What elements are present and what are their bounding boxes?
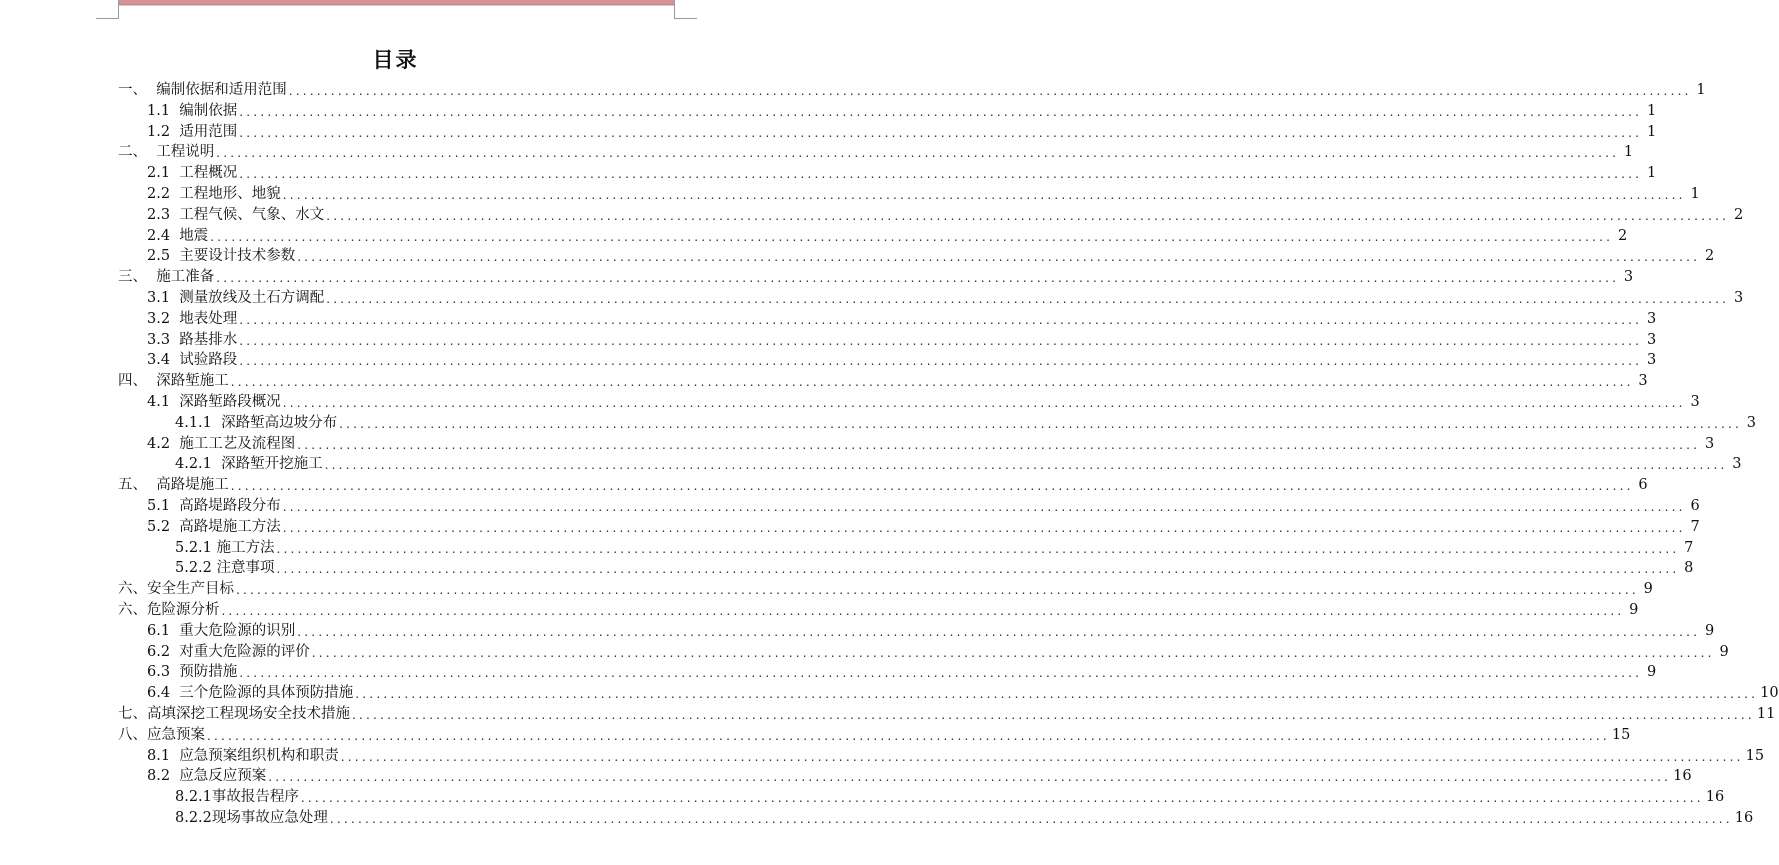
toc-entry[interactable] (147, 392, 1700, 412)
toc-entry-label: 1.1 编制依据 (147, 102, 238, 119)
toc-entry-page-number: 2 (1704, 248, 1715, 265)
toc-entry-page-number: 2 (1733, 206, 1744, 223)
toc-entry[interactable] (147, 246, 1715, 266)
toc-leader-dots: ........................................................................................................................................................................................................ (300, 791, 1704, 806)
toc-leader-dots: ........................................................................................................................................................................................................ (282, 500, 1686, 514)
toc-entry-page-number: 16 (1673, 768, 1692, 785)
toc-leader-dots: ........................................................................................................................................................................................................ (216, 146, 1620, 161)
toc-entry[interactable] (175, 538, 1694, 558)
crop-mark-top-left (96, 0, 119, 19)
toc-leader-dots: ........................................................................................................................................................................................................ (230, 375, 1634, 390)
toc-entry-page-number: 1 (1690, 186, 1700, 202)
toc-leader-dots: ........................................................................................................................................................................................................ (324, 458, 1728, 473)
toc-entry[interactable] (118, 475, 1648, 495)
toc-entry[interactable] (147, 163, 1657, 183)
toc-entry[interactable] (118, 704, 1776, 724)
toc-entry[interactable] (147, 621, 1715, 641)
toc-entry-page-number: 3 (1623, 269, 1634, 286)
header-rule-shadow (118, 4, 674, 6)
toc-entry-label: 8.2.2现场事故应急处理 (175, 810, 328, 826)
toc-entry[interactable] (147, 434, 1715, 454)
toc-entry-page-number: 10 (1760, 685, 1779, 702)
toc-entry-page-number: 3 (1646, 310, 1657, 327)
toc-entry[interactable] (118, 80, 1706, 100)
toc-leader-dots: ........................................................................................................................................................................................................ (216, 271, 1620, 286)
toc-entry-page-number: 1 (1696, 82, 1706, 98)
toc-entry-label: 3.2 地表处理 (147, 310, 238, 327)
toc-entry-page-number: 9 (1646, 664, 1657, 681)
toc-entry-page-number: 1 (1646, 102, 1657, 119)
toc-entry-label: 6.2 对重大危险源的评价 (147, 643, 310, 660)
toc-leader-dots: ........................................................................................................................................................................................................ (282, 188, 1686, 202)
toc-entry-label: 2.2 工程地形、地貌 (147, 186, 281, 202)
toc-leader-dots: ........................................................................................................................................................................................................ (329, 812, 1733, 826)
toc-entry-label: 8.2.1事故报告程序 (175, 789, 299, 806)
toc-entry-page-number: 15 (1745, 747, 1765, 764)
toc-entry-label: 4.2 施工工艺及流程图 (147, 435, 296, 452)
crop-mark-top-right (674, 0, 697, 19)
toc-leader-dots: ........................................................................................................................................................................................................ (210, 229, 1614, 244)
toc-entry-page-number: 8 (1684, 560, 1694, 577)
toc-entry-label: 1.2 适用范围 (147, 123, 238, 140)
toc-leader-dots: ........................................................................................................................................................................................................ (239, 333, 1643, 348)
toc-entry[interactable] (118, 725, 1631, 745)
toc-leader-dots: ........................................................................................................................................................................................................ (297, 250, 1701, 265)
toc-entry-label: 5.1 高路堤路段分布 (147, 498, 281, 514)
toc-entry-page-number: 15 (1611, 726, 1631, 743)
toc-entry[interactable] (147, 330, 1657, 350)
toc-entry-label: 5.2 高路堤施工方法 (147, 518, 281, 535)
toc-leader-dots: ........................................................................................................................................................................................................ (311, 645, 1715, 660)
toc-entry-label: 2.3 工程气候、气象、水文 (147, 206, 325, 223)
toc-entry-label: 一、 编制依据和适用范围 (118, 82, 287, 98)
toc-entry-page-number: 6 (1638, 477, 1648, 494)
toc-entry[interactable] (147, 746, 1765, 766)
toc-leader-dots: ........................................................................................................................................................................................................ (339, 416, 1743, 431)
toc-entry-label: 2.1 工程概况 (147, 165, 238, 182)
toc-leader-dots: ........................................................................................................................................................................................................ (288, 84, 1692, 98)
toc-leader-dots: ........................................................................................................................................................................................................ (355, 687, 1759, 702)
toc-entry-label: 8.2 应急反应预案 (147, 768, 267, 785)
toc-leader-dots: ........................................................................................................................................................................................................ (230, 479, 1634, 494)
toc-entry-label: 4.1 深路堑路段概况 (147, 394, 281, 410)
toc-entry-label: 七、高填深挖工程现场安全技术措施 (118, 706, 350, 722)
toc-entry[interactable] (175, 787, 1725, 807)
toc-entry-label: 6.3 预防措施 (147, 664, 238, 681)
toc-entry[interactable] (147, 122, 1657, 142)
toc-entry-label: 4.2.1 深路堑开挖施工 (175, 456, 323, 473)
toc-entry-label: 6.1 重大危险源的识别 (147, 622, 296, 639)
toc-entry-page-number: 2 (1617, 227, 1628, 244)
toc-entry-page-number: 16 (1705, 789, 1725, 806)
toc-entry-page-number: 9 (1643, 581, 1653, 598)
toc-entry[interactable] (147, 309, 1657, 329)
toc-entry-label: 3.4 试验路段 (147, 352, 238, 369)
toc-entry-page-number: 1 (1646, 165, 1657, 182)
toc-entry-page-number: 16 (1734, 810, 1754, 826)
toc-entry[interactable] (175, 558, 1694, 578)
toc-leader-dots: ........................................................................................................................................................................................................ (276, 541, 1680, 556)
toc-entry[interactable] (147, 766, 1692, 786)
toc-entry-page-number: 3 (1746, 414, 1757, 431)
toc-entry-label: 四、 深路堑施工 (118, 373, 229, 390)
toc-entry-label: 5.2.2 注意事项 (175, 560, 275, 577)
toc-entry[interactable] (147, 517, 1700, 537)
toc-entry-label: 六、安全生产目标 (118, 581, 234, 598)
toc-leader-dots: ........................................................................................................................................................................................................ (239, 354, 1643, 369)
toc-entry-label: 3.1 测量放线及土石方调配 (147, 290, 325, 306)
toc-entry-label: 八、应急预案 (118, 726, 205, 743)
toc-entry[interactable] (147, 226, 1628, 246)
toc-leader-dots: ........................................................................................................................................................................................................ (221, 604, 1625, 618)
toc-leader-dots: ........................................................................................................................................................................................................ (326, 208, 1730, 223)
toc-entry-page-number: 3 (1646, 352, 1657, 369)
toc-leader-dots: ........................................................................................................................................................................................................ (268, 770, 1672, 785)
toc-entry-page-number: 9 (1704, 622, 1715, 639)
toc-entry-label: 5.2.1 施工方法 (175, 539, 275, 556)
toc-leader-dots: ........................................................................................................................................................................................................ (239, 125, 1643, 140)
toc-entry-label: 三、 施工准备 (118, 269, 215, 286)
toc-entry-label: 8.1 应急预案组织机构和职责 (147, 747, 339, 764)
toc-entry-page-number: 7 (1684, 539, 1694, 556)
toc-entry[interactable] (147, 642, 1729, 662)
toc-entry-label: 二、 工程说明 (118, 144, 215, 161)
toc-entry-label: 五、 高路堤施工 (118, 477, 229, 494)
toc-entry-page-number: 9 (1629, 602, 1639, 618)
page-title: 目录 (372, 47, 419, 72)
toc-leader-dots: ........................................................................................................................................................................................................ (239, 104, 1643, 119)
toc-entry[interactable] (118, 600, 1639, 620)
toc-entry[interactable] (118, 371, 1648, 391)
toc-entry[interactable] (147, 288, 1744, 308)
toc-entry[interactable] (147, 496, 1700, 516)
toc-entry-label: 2.5 主要设计技术参数 (147, 248, 296, 265)
toc-entry-page-number: 1 (1623, 144, 1634, 161)
toc-entry[interactable] (175, 454, 1742, 474)
toc-entry[interactable] (147, 205, 1744, 225)
toc-entry-page-number: 11 (1756, 706, 1776, 722)
toc-leader-dots: ........................................................................................................................................................................................................ (297, 437, 1701, 452)
toc-entry-page-number: 1 (1646, 123, 1657, 140)
toc-entry-page-number: 3 (1646, 331, 1657, 348)
toc-leader-dots: ........................................................................................................................................................................................................ (236, 583, 1639, 598)
toc-entry-label: 3.3 路基排水 (147, 331, 238, 348)
toc-entry[interactable] (147, 683, 1779, 703)
toc-entry[interactable] (118, 142, 1634, 162)
toc-entry-page-number: 3 (1690, 394, 1700, 410)
toc-leader-dots: ........................................................................................................................................................................................................ (297, 624, 1701, 639)
toc-entry-page-number: 3 (1638, 373, 1648, 390)
toc-entry-label: 2.4 地震 (147, 227, 209, 244)
toc-entry[interactable] (147, 662, 1657, 682)
toc-entry[interactable] (118, 267, 1634, 287)
toc-leader-dots: ........................................................................................................................................................................................................ (326, 292, 1730, 306)
toc-entry-page-number: 3 (1733, 290, 1744, 306)
toc-entry[interactable] (175, 808, 1754, 828)
toc-leader-dots: ........................................................................................................................................................................................................ (282, 520, 1686, 535)
toc-entry-label: 4.1.1 深路堑高边坡分布 (175, 414, 338, 431)
toc-entry-label: 6.4 三个危险源的具体预防措施 (147, 685, 354, 702)
toc-entry-page-number: 3 (1732, 456, 1742, 473)
toc-entry[interactable] (147, 184, 1700, 204)
toc-leader-dots: ........................................................................................................................................................................................................ (340, 749, 1744, 764)
toc-entry[interactable] (175, 413, 1757, 433)
toc-entry-page-number: 6 (1690, 498, 1700, 514)
toc-leader-dots: ........................................................................................................................................................................................................ (207, 728, 1610, 743)
toc-entry-label: 六、危险源分析 (118, 602, 220, 618)
toc-entry-page-number: 3 (1704, 435, 1715, 452)
toc-leader-dots: ........................................................................................................................................................................................................ (352, 708, 1755, 722)
toc-leader-dots: ........................................................................................................................................................................................................ (276, 562, 1680, 577)
toc-entry-page-number: 7 (1690, 518, 1700, 535)
toc-leader-dots: ........................................................................................................................................................................................................ (239, 666, 1643, 681)
toc-entry[interactable] (147, 101, 1657, 121)
toc-entry-page-number: 9 (1719, 643, 1729, 660)
toc-leader-dots: ........................................................................................................................................................................................................ (239, 312, 1643, 327)
toc-entry[interactable] (118, 579, 1653, 599)
toc-leader-dots: ........................................................................................................................................................................................................ (239, 167, 1643, 182)
toc-entry[interactable] (147, 350, 1657, 370)
toc-leader-dots: ........................................................................................................................................................................................................ (282, 396, 1686, 410)
